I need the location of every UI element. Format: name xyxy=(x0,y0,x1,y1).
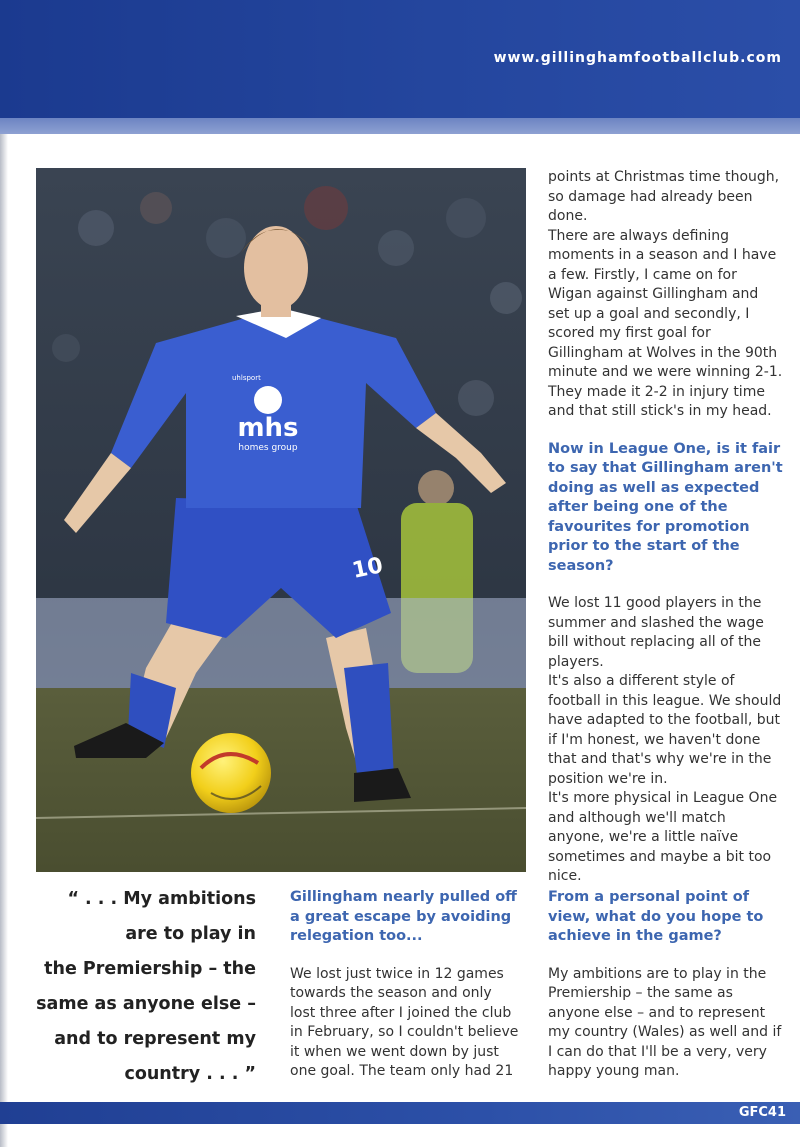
paragraph: My ambitions are to play in the Premiership – the same as anyone else – and to represent my country (Wales) as well and if I can do that I'll be a very, very happy young man. xyxy=(548,965,782,1079)
kit-brand-label: uhlsport xyxy=(232,374,261,382)
player-photo xyxy=(36,168,526,872)
page-edge-shadow xyxy=(0,0,8,1147)
shirt-sponsor-main: mhs xyxy=(237,413,299,443)
article-column-right xyxy=(548,168,784,887)
site-url[interactable]: www.gillinghamfootballclub.com xyxy=(493,50,782,66)
pitch xyxy=(36,688,526,872)
interview-question-personal: From a personal point of view, what do you hope to achieve in the game? xyxy=(548,889,764,944)
pull-quote-line: same as anyone else – xyxy=(36,994,256,1014)
pull-quote-line: and to represent my xyxy=(54,1029,256,1049)
pull-quote xyxy=(20,882,256,1092)
paragraph: We lost just twice in 12 games towards the season and only lost three after I joined the club in February, so I couldn't believe it when we went down by just one goal. The team only had 21 xyxy=(290,965,519,1079)
header-stripe xyxy=(0,118,800,134)
article-column-middle xyxy=(290,888,520,1082)
pull-quote-line: the Premiership – the xyxy=(44,959,256,979)
player-photo-illustration xyxy=(36,168,526,872)
paragraph: It's also a different style of football in this league. We should have adapted to the football, but if I'm honest, we haven't done that and that's why we're in the position we're in. xyxy=(548,673,782,787)
footer-band xyxy=(0,1102,800,1124)
advertising-board xyxy=(36,598,526,688)
paragraph: It's more physical in League One and although we'll match anyone, we're a little naïve sometimes and maybe a bit too nice. xyxy=(548,790,778,884)
pull-quote-line: are to play in xyxy=(125,924,256,944)
shorts-number: 10 xyxy=(350,553,386,584)
shirt-sponsor-sub: homes group xyxy=(238,443,298,453)
article-column-right-bottom xyxy=(548,888,784,1082)
header-band xyxy=(0,0,800,118)
pull-quote-line: “ . . . My ambitions xyxy=(67,889,256,909)
paragraph: We lost 11 good players in the summer and slashed the wage bill without replacing all of the players. xyxy=(548,595,764,670)
football xyxy=(191,733,271,813)
interview-question-league-one: Now in League One, is it fair to say that Gillingham aren't doing as well as expected after being one of the favourites for promotion prior to the start of the season? xyxy=(548,440,783,574)
pull-quote-line: country . . . ” xyxy=(124,1064,256,1084)
interview-question-escape: Gillingham nearly pulled off a great escape by avoiding relegation too... xyxy=(290,889,517,944)
page-number-label: GFC41 xyxy=(738,1105,786,1120)
paragraph: points at Christmas time though, so damage had already been done. xyxy=(548,169,780,224)
paragraph: There are always defining moments in a season and I have a few. Firstly, I came on for Wigan against Gillingham and set up a goal and secondly, I scored my first goal for Gillingham at Wolves in the 90th minute and we were winning 2-1. They made it 2-2 in injury time and that still stick's in my head. xyxy=(548,227,783,419)
